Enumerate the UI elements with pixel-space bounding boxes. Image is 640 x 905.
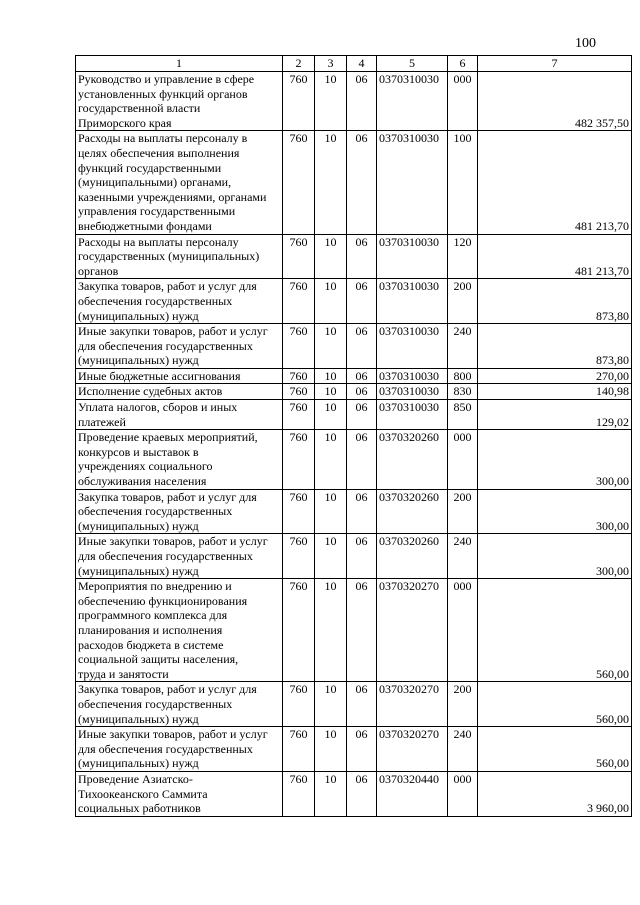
table-row — [76, 727, 632, 772]
budget-table — [75, 55, 632, 817]
expense-type-code: 200 — [448, 279, 478, 324]
amount-value: 300,00 — [478, 534, 632, 579]
subsection-code: 06 — [347, 489, 377, 534]
expense-name: Проведение Азиатско- Тихоокеанского Саммита социальных работников — [76, 771, 283, 816]
ministry-code: 760 — [283, 727, 315, 772]
amount-value: 560,00 — [478, 727, 632, 772]
subsection-code: 06 — [347, 430, 377, 489]
expense-type-code: 200 — [448, 489, 478, 534]
table-row — [76, 72, 632, 131]
subsection-code: 06 — [347, 279, 377, 324]
ministry-code: 760 — [283, 682, 315, 727]
table-row — [76, 534, 632, 579]
target-article-code: 0370310030 — [377, 368, 448, 384]
ministry-code: 760 — [283, 384, 315, 400]
expense-type-code: 240 — [448, 324, 478, 369]
target-article-code: 0370310030 — [377, 400, 448, 430]
amount-value: 140,98 — [478, 384, 632, 400]
subsection-code: 06 — [347, 579, 377, 682]
expense-name: Иные закупки товаров, работ и услуг для обеспечения государственных (муниципальных) нужд — [76, 727, 283, 772]
table-row — [76, 131, 632, 234]
amount-value: 873,80 — [478, 279, 632, 324]
expense-type-code: 240 — [448, 727, 478, 772]
table-header-row — [76, 56, 632, 72]
subsection-code: 06 — [347, 72, 377, 131]
column-header: 1 — [76, 56, 283, 72]
subsection-code: 06 — [347, 534, 377, 579]
amount-value: 270,00 — [478, 368, 632, 384]
expense-type-code: 000 — [448, 579, 478, 682]
target-article-code: 0370320270 — [377, 682, 448, 727]
ministry-code: 760 — [283, 771, 315, 816]
section-code: 10 — [315, 682, 347, 727]
table-row — [76, 771, 632, 816]
target-article-code: 0370310030 — [377, 131, 448, 234]
expense-name: Закупка товаров, работ и услуг для обеспечения государственных (муниципальных) нужд — [76, 279, 283, 324]
section-code: 10 — [315, 234, 347, 279]
amount-value: 300,00 — [478, 489, 632, 534]
page-number: 100 — [575, 36, 596, 51]
section-code: 10 — [315, 131, 347, 234]
subsection-code: 06 — [347, 368, 377, 384]
subsection-code: 06 — [347, 682, 377, 727]
section-code: 10 — [315, 534, 347, 579]
table-row — [76, 234, 632, 279]
target-article-code: 0370310030 — [377, 72, 448, 131]
amount-value: 481 213,70 — [478, 234, 632, 279]
amount-value: 873,80 — [478, 324, 632, 369]
expense-name: Закупка товаров, работ и услуг для обеспечения государственных (муниципальных) нужд — [76, 682, 283, 727]
column-header: 7 — [478, 56, 632, 72]
column-header: 4 — [347, 56, 377, 72]
expense-type-code: 000 — [448, 72, 478, 131]
ministry-code: 760 — [283, 279, 315, 324]
section-code: 10 — [315, 324, 347, 369]
column-header: 6 — [448, 56, 478, 72]
table-row — [76, 579, 632, 682]
expense-name: Исполнение судебных актов — [76, 384, 283, 400]
section-code: 10 — [315, 72, 347, 131]
target-article-code: 0370310030 — [377, 234, 448, 279]
section-code: 10 — [315, 579, 347, 682]
expense-name: Иные закупки товаров, работ и услуг для обеспечения государственных (муниципальных) нужд — [76, 324, 283, 369]
expense-name: Иные бюджетные ассигнования — [76, 368, 283, 384]
section-code: 10 — [315, 279, 347, 324]
section-code: 10 — [315, 727, 347, 772]
table-row — [76, 400, 632, 430]
ministry-code: 760 — [283, 234, 315, 279]
target-article-code: 0370310030 — [377, 324, 448, 369]
ministry-code: 760 — [283, 400, 315, 430]
subsection-code: 06 — [347, 771, 377, 816]
amount-value: 300,00 — [478, 430, 632, 489]
expense-name: Расходы на выплаты персоналу государственных (муниципальных) органов — [76, 234, 283, 279]
section-code: 10 — [315, 489, 347, 534]
target-article-code: 0370320440 — [377, 771, 448, 816]
ministry-code: 760 — [283, 72, 315, 131]
ministry-code: 760 — [283, 324, 315, 369]
table-row — [76, 324, 632, 369]
section-code: 10 — [315, 384, 347, 400]
amount-value: 3 960,00 — [478, 771, 632, 816]
amount-value: 481 213,70 — [478, 131, 632, 234]
amount-value: 482 357,50 — [478, 72, 632, 131]
expense-type-code: 240 — [448, 534, 478, 579]
subsection-code: 06 — [347, 384, 377, 400]
section-code: 10 — [315, 368, 347, 384]
subsection-code: 06 — [347, 324, 377, 369]
column-header: 5 — [377, 56, 448, 72]
target-article-code: 0370320270 — [377, 579, 448, 682]
expense-type-code: 200 — [448, 682, 478, 727]
ministry-code: 760 — [283, 579, 315, 682]
table-row — [76, 430, 632, 489]
target-article-code: 0370320260 — [377, 534, 448, 579]
target-article-code: 0370310030 — [377, 279, 448, 324]
expense-type-code: 830 — [448, 384, 478, 400]
ministry-code: 760 — [283, 430, 315, 489]
expense-name: Расходы на выплаты персоналу в целях обеспечения выполнения функций государственными (муниципальными) органами, казенными учреждениями, органами управления государственными внебюджетными фондами — [76, 131, 283, 234]
column-header: 3 — [315, 56, 347, 72]
ministry-code: 760 — [283, 489, 315, 534]
expense-type-code: 000 — [448, 430, 478, 489]
column-header: 2 — [283, 56, 315, 72]
expense-type-code: 100 — [448, 131, 478, 234]
section-code: 10 — [315, 400, 347, 430]
ministry-code: 760 — [283, 368, 315, 384]
subsection-code: 06 — [347, 131, 377, 234]
section-code: 10 — [315, 430, 347, 489]
target-article-code: 0370320260 — [377, 430, 448, 489]
amount-value: 560,00 — [478, 579, 632, 682]
table-row — [76, 279, 632, 324]
table-row — [76, 384, 632, 400]
subsection-code: 06 — [347, 727, 377, 772]
table-row — [76, 368, 632, 384]
expense-name: Проведение краевых мероприятий, конкурсов и выставок в учреждениях социального обслуживания населения — [76, 430, 283, 489]
table-row — [76, 489, 632, 534]
target-article-code: 0370320260 — [377, 489, 448, 534]
expense-name: Мероприятия по внедрению и обеспечению функционирования программного комплекса для планирования и исполнения расходов бюджета в системе социальной защиты населения, труда и занятости — [76, 579, 283, 682]
ministry-code: 760 — [283, 534, 315, 579]
section-code: 10 — [315, 771, 347, 816]
expense-name: Руководство и управление в сфере установленных функций органов государственной власти Приморского края — [76, 72, 283, 131]
subsection-code: 06 — [347, 400, 377, 430]
expense-type-code: 850 — [448, 400, 478, 430]
expense-type-code: 000 — [448, 771, 478, 816]
expense-name: Уплата налогов, сборов и иных платежей — [76, 400, 283, 430]
expense-type-code: 120 — [448, 234, 478, 279]
ministry-code: 760 — [283, 131, 315, 234]
expense-name: Закупка товаров, работ и услуг для обеспечения государственных (муниципальных) нужд — [76, 489, 283, 534]
target-article-code: 0370310030 — [377, 384, 448, 400]
subsection-code: 06 — [347, 234, 377, 279]
target-article-code: 0370320270 — [377, 727, 448, 772]
amount-value: 560,00 — [478, 682, 632, 727]
expense-type-code: 800 — [448, 368, 478, 384]
expense-name: Иные закупки товаров, работ и услуг для обеспечения государственных (муниципальных) нужд — [76, 534, 283, 579]
table-row — [76, 682, 632, 727]
amount-value: 129,02 — [478, 400, 632, 430]
